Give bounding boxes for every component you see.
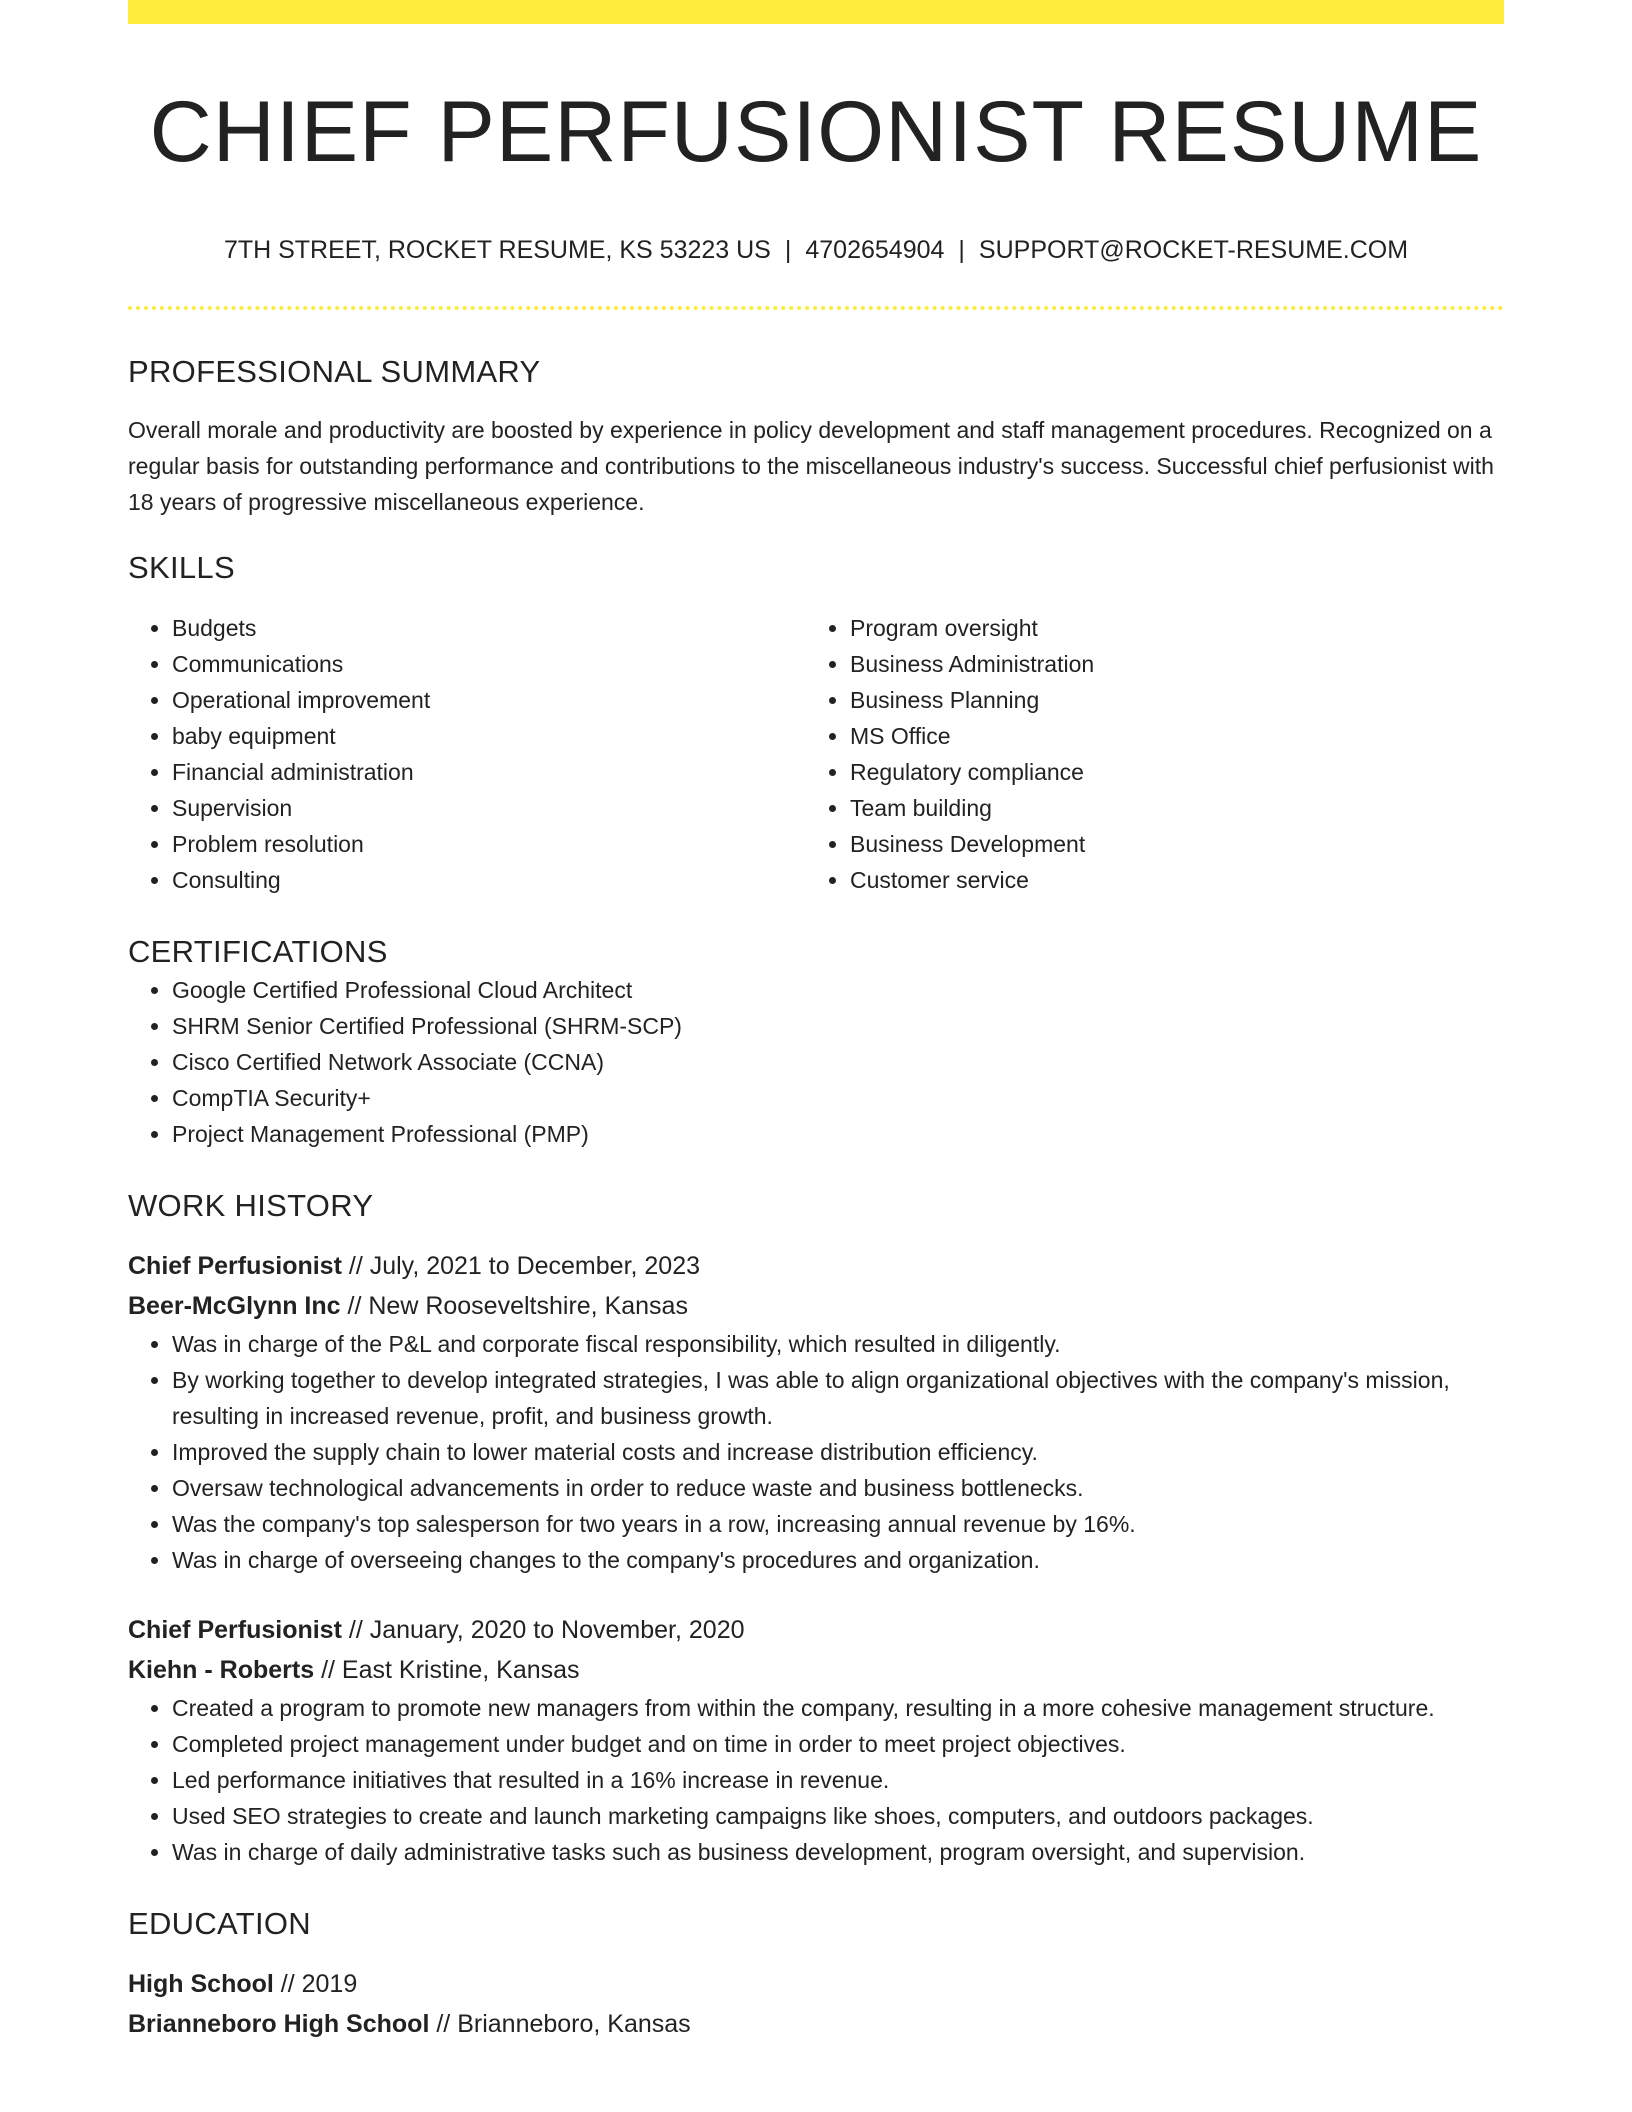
- job-duty: • Completed project management under budget and on time in order to meet project objectives.: [172, 1726, 1504, 1762]
- skill-item: • Financial administration: [172, 754, 806, 790]
- certifications-heading: CERTIFICATIONS: [128, 934, 388, 969]
- skill-item: • Regulatory compliance: [850, 754, 1484, 790]
- summary-text: Overall morale and productivity are boosted by experience in policy development and staff management procedures. Recognized on a regular basis for outstanding performance and contributions to the miscellaneous industry's success. Successful chief perfusionist with 18 years of progressive miscellaneous experience.: [128, 417, 1494, 515]
- job-duty: • By working together to develop integrated strategies, I was able to align organizational objectives with the company's mission, resulting in increased revenue, profit, and business growth.: [172, 1362, 1504, 1434]
- job-duty: • Improved the supply chain to lower material costs and increase distribution efficiency.: [172, 1434, 1504, 1470]
- contact-email: SUPPORT@ROCKET-RESUME.COM: [978, 236, 1409, 264]
- job-separator: //: [341, 1616, 370, 1644]
- contact-address: 7TH STREET, ROCKET RESUME, KS 53223 US: [223, 236, 771, 264]
- certification-item: • Project Management Professional (PMP): [172, 1116, 1504, 1152]
- skill-item: • Problem resolution: [172, 826, 806, 862]
- job-duty: • Was the company's top salesperson for two years in a row, increasing annual revenue by 16%.: [172, 1506, 1504, 1542]
- job-separator: //: [341, 1252, 370, 1280]
- job-title: Chief Perfusionist: [128, 1616, 342, 1644]
- job-dates: July, 2021 to December, 2023: [369, 1252, 701, 1280]
- certification-item: • Google Certified Professional Cloud Architect: [172, 972, 1504, 1008]
- skill-item: • Supervision: [172, 790, 806, 826]
- job-location: New Rooseveltshire, Kansas: [368, 1292, 688, 1320]
- job-title-line: [128, 1610, 1504, 1650]
- job-duty: • Oversaw technological advancements in order to reduce waste and business bottlenecks.: [172, 1470, 1504, 1506]
- contact-line: [128, 234, 1504, 266]
- skill-item: • Operational improvement: [172, 682, 806, 718]
- skill-item: • Program oversight: [850, 610, 1484, 646]
- job-separator: //: [340, 1292, 369, 1320]
- education-year: 2019: [301, 1970, 358, 1998]
- education-heading: EDUCATION: [128, 1906, 311, 1941]
- job-company: Kiehn - Roberts: [128, 1656, 315, 1684]
- job-company-line: [128, 1650, 1504, 1690]
- certification-item: • CompTIA Security+: [172, 1080, 1504, 1116]
- job-duty: • Led performance initiatives that resulted in a 16% increase in revenue.: [172, 1762, 1504, 1798]
- resume-title: CHIEF PERFUSIONIST RESUME: [149, 84, 1483, 180]
- skill-item: • Budgets: [172, 610, 806, 646]
- skill-item: • Team building: [850, 790, 1484, 826]
- skills-columns: [128, 610, 1504, 898]
- job-title-line: [128, 1246, 1504, 1286]
- summary-heading: PROFESSIONAL SUMMARY: [128, 354, 541, 389]
- skill-item: • Business Planning: [850, 682, 1484, 718]
- education-school: Brianneboro High School: [128, 2010, 430, 2038]
- job-duty: • Created a program to promote new managers from within the company, resulting in a more cohesive management structure.: [172, 1690, 1504, 1726]
- education-location: Brianneboro, Kansas: [457, 2010, 691, 2038]
- skills-right-column: [806, 610, 1484, 898]
- work-history-heading: WORK HISTORY: [128, 1188, 374, 1223]
- job-duty: • Used SEO strategies to create and launch marketing campaigns like shoes, computers, and outdoors packages.: [172, 1798, 1504, 1834]
- skill-item: • baby equipment: [172, 718, 806, 754]
- contact-separator: |: [958, 236, 965, 264]
- job-location: East Kristine, Kansas: [341, 1656, 580, 1684]
- education-separator: //: [273, 1970, 302, 1998]
- skills-left-column: [128, 610, 806, 898]
- contact-phone: 4702654904: [805, 236, 945, 264]
- skills-heading: SKILLS: [128, 550, 235, 585]
- skills-right-list: [806, 610, 1484, 898]
- skill-item: • Customer service: [850, 862, 1484, 898]
- certification-item: • Cisco Certified Network Associate (CCNA): [172, 1044, 1504, 1080]
- job-company-line: [128, 1286, 1504, 1326]
- contact-separator: |: [784, 236, 792, 264]
- skill-item: • MS Office: [850, 718, 1484, 754]
- top-accent-bar: [128, 0, 1504, 24]
- skill-item: • Communications: [172, 646, 806, 682]
- skill-item: • Business Administration: [850, 646, 1484, 682]
- job-duties-list: [128, 1326, 1504, 1578]
- job-duty: • Was in charge of daily administrative tasks such as business development, program oversight, and supervision.: [172, 1834, 1504, 1870]
- resume-page: [128, 0, 1504, 2044]
- job-separator: //: [314, 1656, 342, 1684]
- certifications-list: [128, 972, 1504, 1152]
- skill-item: • Business Development: [850, 826, 1484, 862]
- job-duty: • Was in charge of overseeing changes to the company's procedures and organization.: [172, 1542, 1504, 1578]
- education-degree-line: [128, 1964, 1504, 2004]
- job-company: Beer-McGlynn Inc: [128, 1292, 341, 1320]
- education-separator: //: [429, 2010, 458, 2038]
- dotted-divider: [128, 306, 1504, 310]
- job-duties-list: [128, 1690, 1504, 1870]
- job-title: Chief Perfusionist: [128, 1252, 342, 1280]
- job-dates: January, 2020 to November, 2020: [369, 1616, 745, 1644]
- education-degree: High School: [128, 1970, 274, 1998]
- skills-left-list: [128, 610, 806, 898]
- job-duty: • Was in charge of the P&L and corporate fiscal responsibility, which resulted in diligently.: [172, 1326, 1504, 1362]
- education-school-line: [128, 2004, 1504, 2044]
- skill-item: • Consulting: [172, 862, 806, 898]
- certification-item: • SHRM Senior Certified Professional (SHRM-SCP): [172, 1008, 1504, 1044]
